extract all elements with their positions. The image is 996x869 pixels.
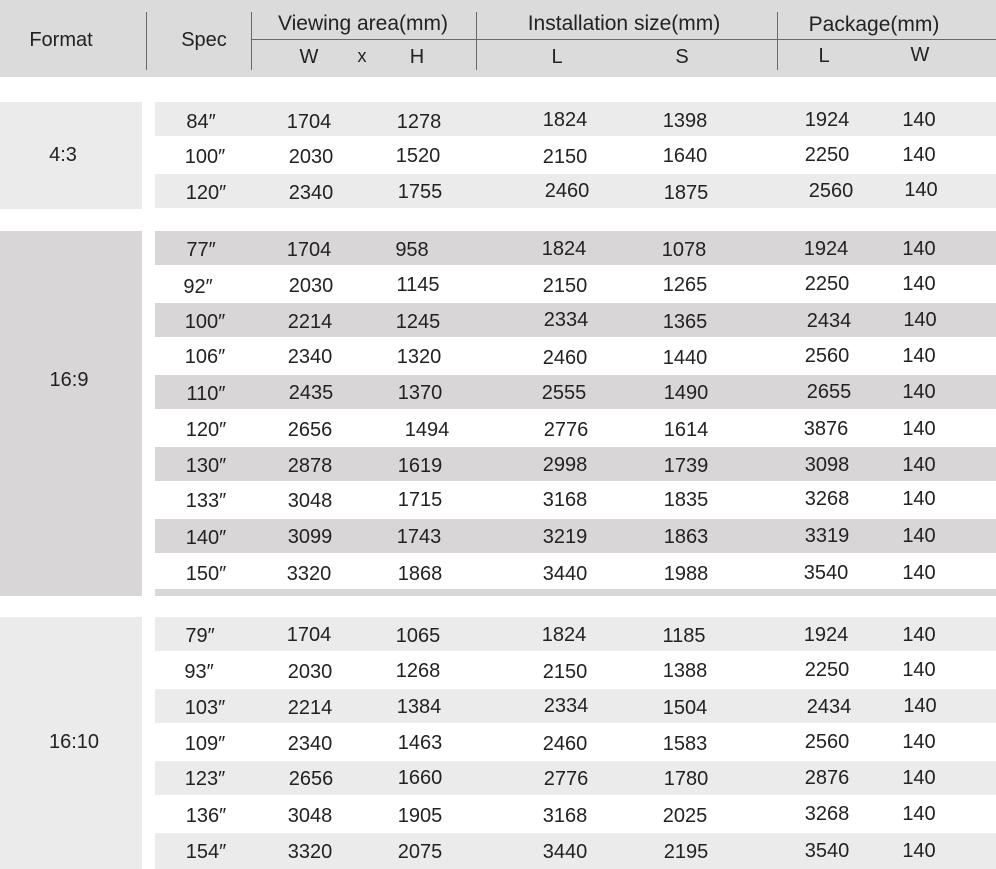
format-label-16-10: 16:10 (48, 731, 100, 753)
cell-install-l: 3440 (542, 563, 588, 585)
cell-install-l: 2460 (544, 180, 590, 202)
cell-install-s: 1739 (663, 455, 709, 477)
cell-viewing-h: 1619 (397, 455, 443, 477)
cell-viewing-w: 2656 (287, 419, 333, 441)
cell-package-w: 140 (902, 659, 936, 681)
cell-spec: 140″ (185, 527, 227, 549)
cell-install-s: 1504 (662, 697, 708, 719)
header-installation: Installation size(mm) (527, 12, 721, 35)
format-label-16-9: 16:9 (49, 369, 89, 391)
cell-viewing-h: 1268 (395, 660, 441, 682)
cell-package-l: 3098 (804, 454, 850, 476)
header-installation-s: S (675, 46, 689, 68)
cell-install-l: 2555 (541, 382, 587, 404)
cell-viewing-w: 1704 (286, 239, 332, 261)
cell-install-s: 1265 (662, 274, 708, 296)
header-divider (146, 12, 147, 70)
cell-install-s: 1988 (663, 563, 709, 585)
cell-package-l: 2250 (804, 273, 850, 295)
header-package-l: L (818, 45, 830, 67)
cell-package-l: 3540 (803, 562, 849, 584)
cell-spec: 120″ (185, 419, 227, 441)
cell-viewing-h: 1370 (397, 382, 443, 404)
cell-install-l: 3440 (542, 841, 588, 863)
header-viewing-h: H (409, 46, 425, 68)
cell-package-w: 140 (902, 767, 936, 789)
cell-install-s: 1614 (663, 419, 709, 441)
cell-install-l: 2334 (543, 309, 589, 331)
cell-spec: 133″ (185, 490, 227, 512)
cell-spec: 100″ (184, 146, 226, 168)
cell-install-l: 3168 (542, 489, 588, 511)
cell-package-l: 3268 (804, 488, 850, 510)
cell-package-l: 3876 (803, 418, 849, 440)
header-divider (251, 12, 252, 70)
cell-viewing-w: 2340 (287, 346, 333, 368)
cell-spec: 106″ (184, 346, 226, 368)
header-viewing-area: Viewing area(mm) (278, 12, 448, 35)
cell-viewing-w: 2878 (287, 455, 333, 477)
cell-package-w: 140 (902, 345, 936, 367)
cell-install-l: 1824 (541, 238, 587, 260)
cell-install-s: 1835 (663, 489, 709, 511)
cell-package-l: 2250 (804, 659, 850, 681)
header-package: Package(mm) (808, 13, 940, 36)
cell-spec: 136″ (185, 805, 227, 827)
cell-package-w: 140 (902, 731, 936, 753)
cell-viewing-h: 1384 (396, 696, 442, 718)
cell-viewing-w: 2030 (288, 275, 334, 297)
cell-viewing-w: 2340 (287, 733, 333, 755)
cell-install-s: 2195 (663, 841, 709, 863)
cell-install-l: 2460 (542, 733, 588, 755)
cell-viewing-w: 1704 (286, 111, 332, 133)
cell-install-s: 1583 (662, 733, 708, 755)
cell-spec: 154″ (185, 841, 227, 863)
cell-spec: 110″ (186, 383, 226, 405)
cell-spec: 123″ (184, 768, 226, 790)
cell-spec: 92″ (183, 276, 213, 298)
cell-spec: 84″ (186, 111, 216, 133)
cell-viewing-w: 2656 (288, 768, 334, 790)
format-cell-16-9 (0, 231, 142, 596)
cell-package-l: 2560 (804, 345, 850, 367)
header-spec: Spec (181, 29, 227, 51)
cell-install-l: 3168 (542, 805, 588, 827)
format-label-4-3: 4:3 (49, 144, 77, 166)
cell-spec: 100″ (184, 311, 226, 333)
cell-install-s: 1365 (662, 311, 708, 333)
cell-install-l: 2460 (542, 347, 588, 369)
cell-install-l: 2150 (542, 275, 588, 297)
header-subdivider (251, 39, 996, 40)
cell-spec: 109″ (184, 733, 226, 755)
cell-viewing-h: 958 (395, 239, 429, 261)
cell-package-l: 2876 (804, 767, 850, 789)
cell-package-l: 3540 (804, 840, 850, 862)
cell-viewing-h: 1065 (395, 625, 441, 647)
cell-viewing-h: 1245 (395, 311, 441, 333)
cell-spec: 150″ (185, 563, 227, 585)
cell-package-l: 1924 (803, 624, 849, 646)
cell-package-w: 140 (902, 525, 936, 547)
cell-spec: 77″ (186, 239, 216, 261)
cell-viewing-h: 1494 (404, 419, 450, 441)
cell-package-w: 140 (902, 381, 936, 403)
cell-install-l: 2998 (542, 454, 588, 476)
cell-viewing-w: 2030 (287, 661, 333, 683)
cell-package-l: 2434 (806, 696, 852, 718)
cell-install-s: 2025 (662, 805, 708, 827)
cell-spec: 79″ (185, 625, 215, 647)
cell-package-l: 2560 (804, 731, 850, 753)
cell-package-l: 2560 (808, 180, 854, 202)
cell-install-l: 2334 (543, 695, 589, 717)
cell-package-w: 140 (902, 454, 936, 476)
cell-spec: 103″ (184, 697, 226, 719)
cell-viewing-w: 2435 (288, 382, 334, 404)
cell-viewing-w: 2214 (287, 697, 333, 719)
header-divider (476, 12, 477, 70)
cell-install-l: 1824 (542, 109, 588, 131)
header-package-w: W (910, 44, 930, 66)
cell-viewing-h: 1463 (397, 732, 443, 754)
cell-viewing-w: 1704 (286, 624, 332, 646)
header-divider (777, 12, 778, 70)
cell-package-w: 140 (903, 695, 937, 717)
header-format: Format (29, 29, 93, 51)
cell-package-l: 2250 (804, 144, 850, 166)
cell-package-w: 140 (902, 109, 936, 131)
cell-viewing-w: 3320 (287, 841, 333, 863)
cell-viewing-h: 1715 (397, 489, 443, 511)
cell-package-l: 1924 (803, 238, 849, 260)
header-viewing-w: W (299, 46, 319, 68)
cell-install-s: 1440 (662, 347, 708, 369)
cell-viewing-h: 1743 (396, 526, 442, 548)
cell-install-l: 2776 (543, 419, 589, 441)
header-installation-l: L (551, 46, 563, 68)
cell-package-w: 140 (902, 418, 936, 440)
cell-install-s: 1780 (663, 768, 709, 790)
cell-package-w: 140 (902, 144, 936, 166)
header-viewing-x: x (357, 46, 367, 66)
cell-package-l: 1924 (804, 109, 850, 131)
cell-install-s: 1185 (662, 625, 706, 647)
cell-viewing-w: 3048 (287, 490, 333, 512)
cell-install-l: 2150 (542, 661, 588, 683)
cell-spec: 93″ (184, 661, 214, 683)
cell-install-l: 2150 (542, 146, 588, 168)
cell-install-l: 2776 (543, 768, 589, 790)
cell-install-s: 1388 (662, 660, 708, 682)
table-row-bg (155, 589, 996, 596)
cell-install-s: 1863 (663, 526, 709, 548)
cell-install-s: 1398 (662, 110, 708, 132)
cell-install-s: 1875 (663, 182, 709, 204)
cell-viewing-w: 2030 (288, 146, 334, 168)
cell-package-w: 140 (902, 273, 936, 295)
cell-viewing-h: 1320 (396, 346, 442, 368)
cell-viewing-h: 1905 (397, 805, 443, 827)
cell-package-w: 140 (902, 803, 936, 825)
cell-package-l: 2655 (806, 381, 852, 403)
cell-viewing-h: 1278 (396, 111, 442, 133)
cell-viewing-w: 3048 (287, 805, 333, 827)
cell-package-l: 2434 (806, 310, 852, 332)
cell-viewing-h: 2075 (397, 841, 443, 863)
cell-viewing-h: 1520 (395, 145, 441, 167)
cell-install-s: 1640 (662, 145, 708, 167)
cell-package-w: 140 (902, 562, 936, 584)
cell-package-l: 3319 (804, 525, 850, 547)
cell-install-s: 1490 (663, 382, 709, 404)
cell-viewing-h: 1755 (397, 181, 443, 203)
cell-viewing-w: 3099 (287, 526, 333, 548)
cell-package-w: 140 (902, 624, 936, 646)
cell-install-s: 1078 (661, 239, 707, 261)
cell-package-l: 3268 (804, 803, 850, 825)
cell-viewing-h: 1145 (396, 274, 440, 296)
cell-spec: 120″ (185, 182, 227, 204)
cell-package-w: 140 (903, 309, 937, 331)
cell-package-w: 140 (904, 179, 938, 201)
cell-install-l: 3219 (542, 526, 588, 548)
cell-package-w: 140 (902, 238, 936, 260)
cell-package-w: 140 (902, 840, 936, 862)
cell-viewing-w: 2214 (287, 311, 333, 333)
cell-viewing-w: 3320 (286, 563, 332, 585)
cell-spec: 130″ (185, 455, 227, 477)
cell-viewing-w: 2340 (288, 182, 334, 204)
cell-viewing-h: 1868 (397, 563, 443, 585)
cell-install-l: 1824 (541, 624, 587, 646)
cell-viewing-h: 1660 (397, 767, 443, 789)
cell-package-w: 140 (902, 488, 936, 510)
